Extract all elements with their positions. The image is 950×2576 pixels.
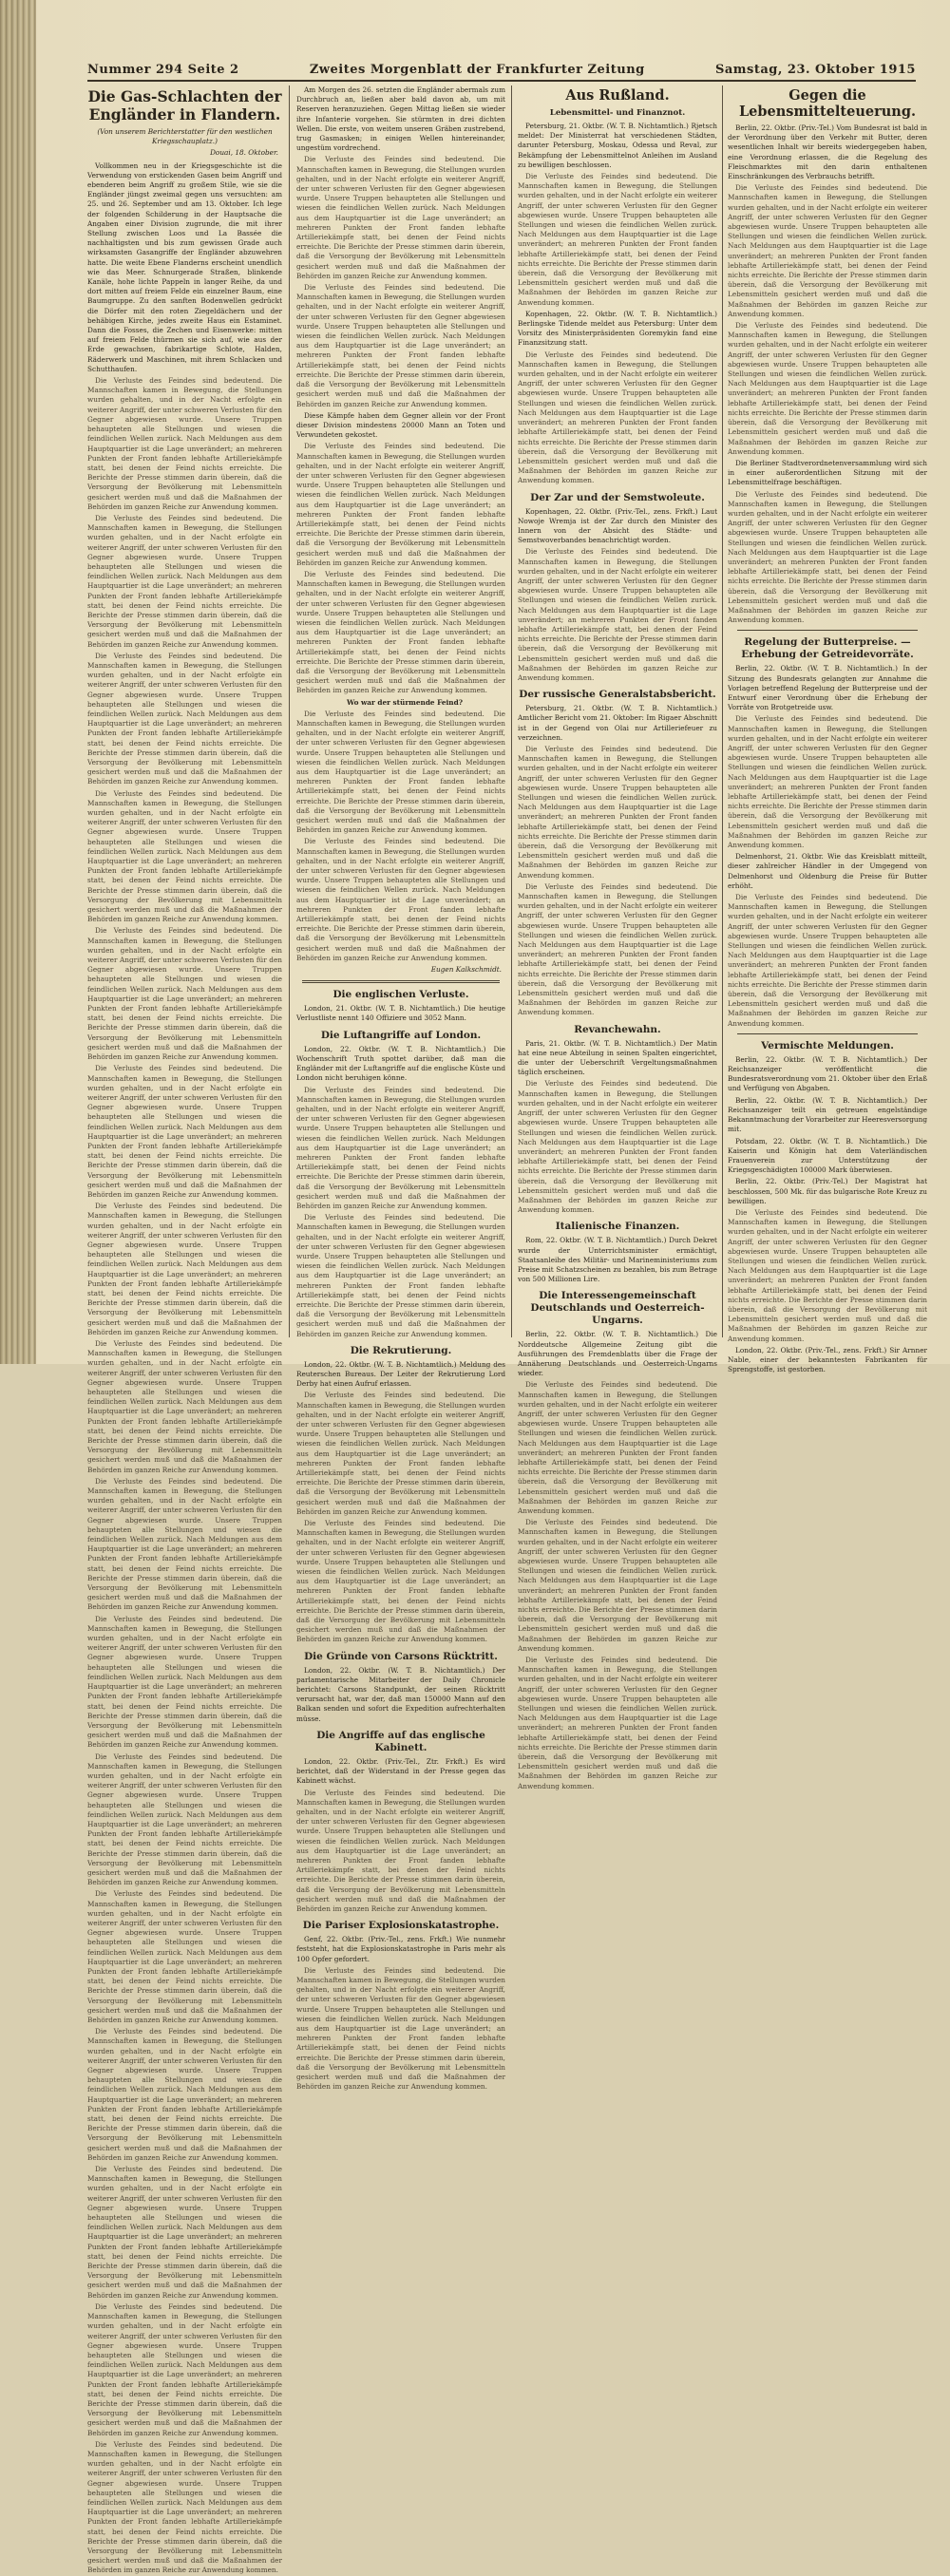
book-binding — [0, 0, 36, 1364]
page-header — [87, 57, 916, 82]
article-continuation: Die Verluste des Feindes sind bedeutend. Die Mannschaften kamen in Bewegung, die Stellungen wurden gehalten, und in der Nacht erfolgte ein weiterer Angriff, der unter schweren Verlusten für den Gegner abgewiesen wurde. Unsere Truppen behaupteten alle Stellungen und wiesen die feindlichen Wellen zurück. Nach Meldungen aus dem Hauptquartier ist die Lage unverändert; an mehreren Punkten der Front fanden lebhafte Artilleriekämpfe statt, bei denen der Feind nichts erreichte. Die Berichte der Presse stimmen darin überein, daß die Versorgung der Bevölkerung mit Lebensmitteln gesichert werden muß und daß die Maßnahmen der Behörden im ganzen Reiche zur Anwendung kommen. — [87, 1202, 282, 1336]
article-continuation: Die Verluste des Feindes sind bedeutend. Die Mannschaften kamen in Bewegung, die Stellungen wurden gehalten, und in der Nacht erfolgte ein weiterer Angriff, der unter schweren Verlusten für den Gegner abgewiesen wurde. Unsere Truppen behaupteten alle Stellungen und wiesen die feindlichen Wellen zurück. Nach Meldungen aus dem Hauptquartier ist die Lage unverändert; an mehreren Punkten der Front fanden lebhafte Artilleriekämpfe statt, bei denen der Feind nichts erreichte. Die Berichte der Presse stimmen darin überein, daß die Versorgung der Bevölkerung mit Lebensmitteln gesichert werden muß und daß die Maßnahmen der Behörden im ganzen Reiche zur Anwendung kommen. — [728, 893, 927, 1028]
section-body: Potsdam, 22. Oktbr. (W. T. B. Nichtamtlich.) Die Kaiserin und Königin hat dem Vaterländischen Frauenverein zur Unterstützung der Kriegsgeschädigten 100000 Mark überwiesen. — [728, 1136, 927, 1175]
section-body: Kopenhagen, 22. Oktbr. (Priv.-Tel., zens. Frkft.) Laut Nowoje Wremja ist der Zar durch den Minister des Innern von der Absicht des Städte- und Semstwoverbandes benachrichtigt worden. — [518, 506, 717, 545]
section-divider — [302, 980, 500, 983]
article-continuation: Die Verluste des Feindes sind bedeutend. Die Mannschaften kamen in Bewegung, die Stellungen wurden gehalten, und in der Nacht erfolgte ein weiterer Angriff, der unter schweren Verlusten für den Gegner abgewiesen wurde. Unsere Truppen behaupteten alle Stellungen und wiesen die feindlichen Wellen zurück. Nach Meldungen aus dem Hauptquartier ist die Lage unverändert; an mehreren Punkten der Front fanden lebhafte Artilleriekämpfe statt, bei denen der Feind nichts erreichte. Die Berichte der Presse stimmen darin überein, daß die Versorgung der Bevölkerung mit Lebensmitteln gesichert werden muß und daß die Maßnahmen der Behörden im ganzen Reiche zur Anwendung kommen. — [518, 350, 717, 485]
article-continuation: Die Verluste des Feindes sind bedeutend. Die Mannschaften kamen in Bewegung, die Stellungen wurden gehalten, und in der Nacht erfolgte ein weiterer Angriff, der unter schweren Verlusten für den Gegner abgewiesen wurde. Unsere Truppen behaupteten alle Stellungen und wiesen die feindlichen Wellen zurück. Nach Meldungen aus dem Hauptquartier ist die Lage unverändert; an mehreren Punkten der Front fanden lebhafte Artilleriekämpfe statt, bei denen der Feind nichts erreichte. Die Berichte der Presse stimmen darin überein, daß die Versorgung der Bevölkerung mit Lebensmitteln gesichert werden muß und daß die Maßnahmen der Behörden im ganzen Reiche zur Anwendung kommen. — [518, 881, 717, 1017]
column-4 — [728, 85, 927, 1374]
section-body: Kopenhagen, 22. Oktbr. (W. T. B. Nichtamtlich.) Berlingske Tidende meldet aus Petersburg: Unter dem Vorsitz des Ministerpräsidenten Goremykin fand eine Finanzsitzung statt. — [518, 309, 717, 348]
section-body: London, 22. Oktbr. (Priv.-Tel., Ztr. Frkft.) Es wird berichtet, daß der Widerstand in der Presse gegen das Kabinett wächst. — [296, 1756, 505, 1786]
article-dateline: Douai, 18. Oktober. — [210, 148, 278, 158]
article-continuation: Die Verluste des Feindes sind bedeutend. Die Mannschaften kamen in Bewegung, die Stellungen wurden gehalten, und in der Nacht erfolgte ein weiterer Angriff, der unter schweren Verlusten für den Gegner abgewiesen wurde. Unsere Truppen behaupteten alle Stellungen und wiesen die feindlichen Wellen zurück. Nach Meldungen aus dem Hauptquartier ist die Lage unverändert; an mehreren Punkten der Front fanden lebhafte Artilleriekämpfe statt, bei denen der Feind nichts erreichte. Die Berichte der Presse stimmen darin überein, daß die Versorgung der Bevölkerung mit Lebensmitteln gesichert werden muß und daß die Maßnahmen der Behörden im ganzen Reiche zur Anwendung kommen. — [87, 1752, 282, 1887]
article-continuation: Die Verluste des Feindes sind bedeutend. Die Mannschaften kamen in Bewegung, die Stellungen wurden gehalten, und in der Nacht erfolgte ein weiterer Angriff, der unter schweren Verlusten für den Gegner abgewiesen wurde. Unsere Truppen behaupteten alle Stellungen und wiesen die feindlichen Wellen zurück. Nach Meldungen aus dem Hauptquartier ist die Lage unverändert; an mehreren Punkten der Front fanden lebhafte Artilleriekämpfe statt, bei denen der Feind nichts erreichte. Die Berichte der Presse stimmen darin überein, daß die Versorgung der Bevölkerung mit Lebensmitteln gesichert werden muß und daß die Maßnahmen der Behörden im ganzen Reiche zur Anwendung kommen. — [87, 2165, 282, 2300]
section-title: Die Gründe von Carsons Rücktritt. — [304, 1650, 498, 1662]
article-continuation: Die Verluste des Feindes sind bedeutend. Die Mannschaften kamen in Bewegung, die Stellungen wurden gehalten, und in der Nacht erfolgte ein weiterer Angriff, der unter schweren Verlusten für den Gegner abgewiesen wurde. Unsere Truppen behaupteten alle Stellungen und wiesen die feindlichen Wellen zurück. Nach Meldungen aus dem Hauptquartier ist die Lage unverändert; an mehreren Punkten der Front fanden lebhafte Artilleriekämpfe statt, bei denen der Feind nichts erreichte. Die Berichte der Presse stimmen darin überein, daß die Versorgung der Bevölkerung mit Lebensmitteln gesichert werden muß und daß die Maßnahmen der Behörden im ganzen Reiche zur Anwendung kommen. — [87, 2439, 282, 2575]
article-continuation: Die Verluste des Feindes sind bedeutend. Die Mannschaften kamen in Bewegung, die Stellungen wurden gehalten, und in der Nacht erfolgte ein weiterer Angriff, der unter schweren Verlusten für den Gegner abgewiesen wurde. Unsere Truppen behaupteten alle Stellungen und wiesen die feindlichen Wellen zurück. Nach Meldungen aus dem Hauptquartier ist die Lage unverändert; an mehreren Punkten der Front fanden lebhafte Artilleriekämpfe statt, bei denen der Feind nichts erreichte. Die Berichte der Presse stimmen darin überein, daß die Versorgung der Bevölkerung mit Lebensmitteln gesichert werden muß und daß die Maßnahmen der Behörden im ganzen Reiche zur Anwendung kommen. — [518, 1518, 717, 1653]
section-body: London, 22. Oktbr. (Priv.-Tel., zens. Frkft.) Sir Arnner Nable, einer der bekanntesten Fabrikanten für Sprengstoffe, ist gestorben. — [728, 1345, 927, 1374]
section-divider — [737, 1033, 918, 1034]
column-rule — [722, 85, 723, 1337]
article-body: Vollkommen neu in der Kriegsgeschichte ist die Verwendung von erstickenden Gasen beim Angriff und ebenderen beim Angriff zu großem Stile, wie sie die Engländer jüngst zweimal gegen uns versuchten: am 25. und 26. September und am 13. Oktober. Ich lege der folgenden Schilderung in der Hauptsache die Angaben einer Division zugrunde, die mit ihrer Stellung zwischen Loos und La Bassée die nachhaltigsten und bis zum gewissen Grade auch wirksamsten Gasangriffe der Engländer abzuwehren hatte. Die weite Ebene Flanderns erscheint unendlich wie das Meer. Schnurgerade Straßen, blinkende Kanäle, hohe lichte Pappeln in langer Reihe, da und dort mitten auf freiem Felde ein einzelner Baum, eine Baumgruppe. Zu den sanften Bodenwellen gedrückt die Dörfer mit den roten Ziegeldächern und der behäbigen Kirche, jedes zweite Haus ein Estaminet. Dann die Fosses, die Zechen und Eisenwerke: mitten auf freiem Felde thürmen sie sich auf, wie aus der Erde gewachsen, fabrikartige Schlote, Halden, Räderwerk und Maschinen, mit ihrem Schlacken und Schutthaufen. — [87, 161, 282, 373]
section-title: Der Zar und der Semstwoleute. — [530, 491, 705, 503]
section-body: London, 22. Oktbr. (W. T. B. Nichtamtlich.) Meldung des Reuterschen Bureaus. Der Leiter der Rekrutierung Lord Derby hat einen Aufruf erlassen. — [296, 1359, 505, 1389]
section-body: Berlin, 22. Oktbr. (W. T. B. Nichtamtlich.) Die Norddeutsche Allgemeine Zeitung gibt die Ausführungen des Fremdenblatts über die Frage der Annäherung Deutschlands und Oesterreich-Ungarns wieder. — [518, 1330, 717, 1378]
article-continuation: Die Verluste des Feindes sind bedeutend. Die Mannschaften kamen in Bewegung, die Stellungen wurden gehalten, und in der Nacht erfolgte ein weiterer Angriff, der unter schweren Verlusten für den Gegner abgewiesen wurde. Unsere Truppen behaupteten alle Stellungen und wiesen die feindlichen Wellen zurück. Nach Meldungen aus dem Hauptquartier ist die Lage unverändert; an mehreren Punkten der Front fanden lebhafte Artilleriekämpfe statt, bei denen der Feind nichts erreichte. Die Berichte der Presse stimmen darin überein, daß die Versorgung der Bevölkerung mit Lebensmitteln gesichert werden muß und daß die Maßnahmen der Behörden im ganzen Reiche zur Anwendung kommen. — [728, 321, 927, 456]
column-1 — [87, 85, 282, 2575]
section-title: Die Interessengemeinschaft Deutschlands und Oesterreich-Ungarns. — [530, 1290, 705, 1327]
section-title: Die Luftangriffe auf London. — [320, 1029, 482, 1041]
article-continuation: Die Verluste des Feindes sind bedeutend. Die Mannschaften kamen in Bewegung, die Stellungen wurden gehalten, und in der Nacht erfolgte ein weiterer Angriff, der unter schweren Verlusten für den Gegner abgewiesen wurde. Unsere Truppen behaupteten alle Stellungen und wiesen die feindlichen Wellen zurück. Nach Meldungen aus dem Hauptquartier ist die Lage unverändert; an mehreren Punkten der Front fanden lebhafte Artilleriekämpfe statt, bei denen der Feind nichts erreichte. Die Berichte der Presse stimmen darin überein, daß die Versorgung der Bevölkerung mit Lebensmitteln gesichert werden muß und daß die Maßnahmen der Behörden im ganzen Reiche zur Anwendung kommen. — [296, 1391, 505, 1516]
article-continuation: Die Verluste des Feindes sind bedeutend. Die Mannschaften kamen in Bewegung, die Stellungen wurden gehalten, und in der Nacht erfolgte ein weiterer Angriff, der unter schweren Verlusten für den Gegner abgewiesen wurde. Unsere Truppen behaupteten alle Stellungen und wiesen die feindlichen Wellen zurück. Nach Meldungen aus dem Hauptquartier ist die Lage unverändert; an mehreren Punkten der Front fanden lebhafte Artilleriekämpfe statt, bei denen der Feind nichts erreichte. Die Berichte der Presse stimmen darin überein, daß die Versorgung der Bevölkerung mit Lebensmitteln gesichert werden muß und daß die Maßnahmen der Behörden im ganzen Reiche zur Anwendung kommen. — [296, 1788, 505, 1913]
section-body: Berlin, 22. Oktbr. (Priv.-Tel.) Vom Bundesrat ist bald in der Verordnung über den Verkehr mit Butter, deren wesentlichen Inhalt wir bereits wiedergegeben haben, eine Verordnung erlassen, die die Regelung des Fleischmarktes mit den darin enthaltenen Einschränkungen des Verbrauchs betrifft. — [728, 123, 927, 181]
section-body: Petersburg, 21. Oktbr. (W. T. B. Nichtamtlich.) Rjetsch meldet: Der Ministerrat hat verschiedenen Städten, darunter Petersburg, Moskau, Odessa und Reval, zur Bekämpfung der Lebensmittelnot Anleihen im Ausland zu bewilligen beschlossen. — [518, 122, 717, 169]
column-2 — [296, 85, 505, 2092]
section-body: Delmenhorst, 21. Oktbr. Wie das Kreisblatt mitteilt, dieser zahlreicher Händler in der Umgegend von Delmenhorst und Oldenburg die Preise für Butter erhöht. — [728, 852, 927, 890]
section-title: Die Pariser Explosionskatastrophe. — [302, 1920, 500, 1932]
article-continuation: Die Verluste des Feindes sind bedeutend. Die Mannschaften kamen in Bewegung, die Stellungen wurden gehalten, und in der Nacht erfolgte ein weiterer Angriff, der unter schweren Verlusten für den Gegner abgewiesen wurde. Unsere Truppen behaupteten alle Stellungen und wiesen die feindlichen Wellen zurück. Nach Meldungen aus dem Hauptquartier ist die Lage unverändert; an mehreren Punkten der Front fanden lebhafte Artilleriekämpfe statt, bei denen der Feind nichts erreichte. Die Berichte der Presse stimmen darin überein, daß die Versorgung der Bevölkerung mit Lebensmitteln gesichert werden muß und daß die Maßnahmen der Behörden im ganzen Reiche zur Anwendung kommen. — [87, 2301, 282, 2437]
article-headline: Aus Rußland. — [565, 87, 670, 104]
article-continuation: Die Verluste des Feindes sind bedeutend. Die Mannschaften kamen in Bewegung, die Stellungen wurden gehalten, und in der Nacht erfolgte ein weiterer Angriff, der unter schweren Verlusten für den Gegner abgewiesen wurde. Unsere Truppen behaupteten alle Stellungen und wiesen die feindlichen Wellen zurück. Nach Meldungen aus dem Hauptquartier ist die Lage unverändert; an mehreren Punkten der Front fanden lebhafte Artilleriekämpfe statt, bei denen der Feind nichts erreichte. Die Berichte der Presse stimmen darin überein, daß die Versorgung der Bevölkerung mit Lebensmitteln gesichert werden muß und daß die Maßnahmen der Behörden im ganzen Reiche zur Anwendung kommen. — [518, 172, 717, 307]
section-divider — [737, 630, 918, 631]
article-continuation: Die Verluste des Feindes sind bedeutend. Die Mannschaften kamen in Bewegung, die Stellungen wurden gehalten, und in der Nacht erfolgte ein weiterer Angriff, der unter schweren Verlusten für den Gegner abgewiesen wurde. Unsere Truppen behaupteten alle Stellungen und wiesen die feindlichen Wellen zurück. Nach Meldungen aus dem Hauptquartier ist die Lage unverändert; an mehreren Punkten der Front fanden lebhafte Artilleriekämpfe statt, bei denen der Feind nichts erreichte. Die Berichte der Presse stimmen darin überein, daß die Versorgung der Bevölkerung mit Lebensmitteln gesichert werden muß und daß die Maßnahmen der Behörden im ganzen Reiche zur Anwendung kommen. — [518, 547, 717, 682]
article-continuation: Die Verluste des Feindes sind bedeutend. Die Mannschaften kamen in Bewegung, die Stellungen wurden gehalten, und in der Nacht erfolgte ein weiterer Angriff, der unter schweren Verlusten für den Gegner abgewiesen wurde. Unsere Truppen behaupteten alle Stellungen und wiesen die feindlichen Wellen zurück. Nach Meldungen aus dem Hauptquartier ist die Lage unverändert; an mehreren Punkten der Front fanden lebhafte Artilleriekämpfe statt, bei denen der Feind nichts erreichte. Die Berichte der Presse stimmen darin überein, daß die Versorgung der Bevölkerung mit Lebensmitteln gesichert werden muß und daß die Maßnahmen der Behörden im ganzen Reiche zur Anwendung kommen. — [296, 709, 505, 835]
article-continuation: Die Verluste des Feindes sind bedeutend. Die Mannschaften kamen in Bewegung, die Stellungen wurden gehalten, und in der Nacht erfolgte ein weiterer Angriff, der unter schweren Verlusten für den Gegner abgewiesen wurde. Unsere Truppen behaupteten alle Stellungen und wiesen die feindlichen Wellen zurück. Nach Meldungen aus dem Hauptquartier ist die Lage unverändert; an mehreren Punkten der Front fanden lebhafte Artilleriekämpfe statt, bei denen der Feind nichts erreichte. Die Berichte der Presse stimmen darin überein, daß die Versorgung der Bevölkerung mit Lebensmitteln gesichert werden muß und daß die Maßnahmen der Behörden im ganzen Reiche zur Anwendung kommen. — [728, 1207, 927, 1343]
section-body: Die Berliner Stadtverordnetenversammlung wird sich in einer außerordentlichen Sitzung mit der Lebensmittelfrage beschäftigen. — [728, 458, 927, 487]
section-title: Lebensmittel- und Finanznot. — [549, 108, 686, 118]
article-body: Am Morgen des 26. setzten die Engländer abermals zum Durchbruch an, ließen aber bald davon ab, um mit Reserven heranzuziehen. Gegen Mittag ließen sie wieder ihre Infanterie vorgehen. Sie stürmten in drei dichten Wellen. Die erste, von weitem unseren Gräben zustrebend, trug Gasmasken; in einigen Wellen hintereinander, ungestüm vordrechend. — [296, 85, 505, 153]
section-body: Berlin, 22. Oktbr. (W. T. B. Nichtamtlich.) Der Reichsanzeiger veröffentlicht die Bundesratsverordnung vom 21. Oktober über den Erlaß und Verfügung von Abgaben. — [728, 1054, 927, 1093]
article-body: Diese Kämpfe haben dem Gegner allein vor der Front dieser Division mindestens 20000 Mann an Toten und Verwundeten gekostet. — [296, 410, 505, 440]
column-rule — [289, 85, 290, 1337]
article-continuation: Die Verluste des Feindes sind bedeutend. Die Mannschaften kamen in Bewegung, die Stellungen wurden gehalten, und in der Nacht erfolgte ein weiterer Angriff, der unter schweren Verlusten für den Gegner abgewiesen wurde. Unsere Truppen behaupteten alle Stellungen und wiesen die feindlichen Wellen zurück. Nach Meldungen aus dem Hauptquartier ist die Lage unverändert; an mehreren Punkten der Front fanden lebhafte Artilleriekämpfe statt, bei denen der Feind nichts erreichte. Die Berichte der Presse stimmen darin überein, daß die Versorgung der Bevölkerung mit Lebensmitteln gesichert werden muß und daß die Maßnahmen der Behörden im ganzen Reiche zur Anwendung kommen. — [296, 283, 505, 408]
header-paper-title: Zweites Morgenblatt der Frankfurter Zeitung — [309, 63, 645, 77]
section-body: Rom, 22. Oktbr. (W. T. B. Nichtamtlich.) Durch Dekret wurde der Unterrichtsminister ermächtigt, Staatsanleihe des Militär- und Marineministeriums zum Preise mit Schatzscheinen zu bezahlen, bis zum Betrage von 500 Millionen Lire. — [518, 1236, 717, 1284]
article-continuation: Die Verluste des Feindes sind bedeutend. Die Mannschaften kamen in Bewegung, die Stellungen wurden gehalten, und in der Nacht erfolgte ein weiterer Angriff, der unter schweren Verlusten für den Gegner abgewiesen wurde. Unsere Truppen behaupteten alle Stellungen und wiesen die feindlichen Wellen zurück. Nach Meldungen aus dem Hauptquartier ist die Lage unverändert; an mehreren Punkten der Front fanden lebhafte Artilleriekämpfe statt, bei denen der Feind nichts erreichte. Die Berichte der Presse stimmen darin überein, daß die Versorgung der Bevölkerung mit Lebensmitteln gesichert werden muß und daß die Maßnahmen der Behörden im ganzen Reiche zur Anwendung kommen. — [87, 926, 282, 1062]
section-title: Die Rekrutierung. — [350, 1344, 452, 1356]
article-continuation: Die Verluste des Feindes sind bedeutend. Die Mannschaften kamen in Bewegung, die Stellungen wurden gehalten, und in der Nacht erfolgte ein weiterer Angriff, der unter schweren Verlusten für den Gegner abgewiesen wurde. Unsere Truppen behaupteten alle Stellungen und wiesen die feindlichen Wellen zurück. Nach Meldungen aus dem Hauptquartier ist die Lage unverändert; an mehreren Punkten der Front fanden lebhafte Artilleriekämpfe statt, bei denen der Feind nichts erreichte. Die Berichte der Presse stimmen darin überein, daß die Versorgung der Bevölkerung mit Lebensmitteln gesichert werden muß und daß die Maßnahmen der Behörden im ganzen Reiche zur Anwendung kommen. — [518, 744, 717, 880]
article-signature: Eugen Kalkschmidt. — [430, 965, 502, 975]
section-title: Vermischte Meldungen. — [761, 1039, 894, 1051]
section-title: Die Angriffe auf das englische Kabinett. — [316, 1729, 485, 1753]
article-headline: Die Gas-Schlachten der Engländer in Flandern. — [87, 87, 282, 123]
article-continuation: Die Verluste des Feindes sind bedeutend. Die Mannschaften kamen in Bewegung, die Stellungen wurden gehalten, und in der Nacht erfolgte ein weiterer Angriff, der unter schweren Verlusten für den Gegner abgewiesen wurde. Unsere Truppen behaupteten alle Stellungen und wiesen die feindlichen Wellen zurück. Nach Meldungen aus dem Hauptquartier ist die Lage unverändert; an mehreren Punkten der Front fanden lebhafte Artilleriekämpfe statt, bei denen der Feind nichts erreichte. Die Berichte der Presse stimmen darin überein, daß die Versorgung der Bevölkerung mit Lebensmitteln gesichert werden muß und daß die Maßnahmen der Behörden im ganzen Reiche zur Anwendung kommen. — [728, 714, 927, 850]
article-continuation: Die Verluste des Feindes sind bedeutend. Die Mannschaften kamen in Bewegung, die Stellungen wurden gehalten, und in der Nacht erfolgte ein weiterer Angriff, der unter schweren Verlusten für den Gegner abgewiesen wurde. Unsere Truppen behaupteten alle Stellungen und wiesen die feindlichen Wellen zurück. Nach Meldungen aus dem Hauptquartier ist die Lage unverändert; an mehreren Punkten der Front fanden lebhafte Artilleriekämpfe statt, bei denen der Feind nichts erreichte. Die Berichte der Presse stimmen darin überein, daß die Versorgung der Bevölkerung mit Lebensmitteln gesichert werden muß und daß die Maßnahmen der Behörden im ganzen Reiche zur Anwendung kommen. — [296, 837, 505, 962]
section-body: Petersburg, 21. Oktbr. (W. T. B. Nichtamtlich.) Amtlicher Bericht vom 21. Oktober: Im Rigaer Abschnitt ist in der Gegend von Olai nur Artilleriefeuer zu verzeichnen. — [518, 704, 717, 742]
section-body: Berlin, 22. Oktbr. (W. T. B. Nichtamtlich.) In der Sitzung des Bundesrats gelangten zur Annahme die Vorlagen betreffend Regelung der Butterpreise und der Entwurf einer Verordnung über die Erhebung der Vorräte von Brotgetreide usw. — [728, 664, 927, 712]
article-continuation: Die Verluste des Feindes sind bedeutend. Die Mannschaften kamen in Bewegung, die Stellungen wurden gehalten, und in der Nacht erfolgte ein weiterer Angriff, der unter schweren Verlusten für den Gegner abgewiesen wurde. Unsere Truppen behaupteten alle Stellungen und wiesen die feindlichen Wellen zurück. Nach Meldungen aus dem Hauptquartier ist die Lage unverändert; an mehreren Punkten der Front fanden lebhafte Artilleriekämpfe statt, bei denen der Feind nichts erreichte. Die Berichte der Presse stimmen darin überein, daß die Versorgung der Bevölkerung mit Lebensmitteln gesichert werden muß und daß die Maßnahmen der Behörden im ganzen Reiche zur Anwendung kommen. — [296, 1213, 505, 1338]
section-body: London, 22. Oktbr. (W. T. B. Nichtamtlich.) Der parlamentarische Mitarbeiter der Daily Chronicle berichtet: Carsons Standpunkt, der seinen Rücktritt verursacht hat, war der, daß man 150000 Mann auf den Balkan senden und sofort die Expedition aufrechterhalten müsse. — [296, 1665, 505, 1723]
section-body: Berlin, 22. Oktbr. (Priv.-Tel.) Der Magistrat hat beschlossen, 500 Mk. für das bulgarische Rote Kreuz zu bewilligen. — [728, 1177, 927, 1205]
article-continuation: Die Verluste des Feindes sind bedeutend. Die Mannschaften kamen in Bewegung, die Stellungen wurden gehalten, und in der Nacht erfolgte ein weiterer Angriff, der unter schweren Verlusten für den Gegner abgewiesen wurde. Unsere Truppen behaupteten alle Stellungen und wiesen die feindlichen Wellen zurück. Nach Meldungen aus dem Hauptquartier ist die Lage unverändert; an mehreren Punkten der Front fanden lebhafte Artilleriekämpfe statt, bei denen der Feind nichts erreichte. Die Berichte der Presse stimmen darin überein, daß die Versorgung der Bevölkerung mit Lebensmitteln gesichert werden muß und daß die Maßnahmen der Behörden im ganzen Reiche zur Anwendung kommen. — [728, 183, 927, 318]
section-body: Genf, 22. Oktbr. (Priv.-Tel., zens. Frkft.) Wie nunmehr feststeht, hat die Explosionskatastrophe in Paris mehr als 100 Opfer gefordert. — [296, 1935, 505, 1963]
article-continuation: Die Verluste des Feindes sind bedeutend. Die Mannschaften kamen in Bewegung, die Stellungen wurden gehalten, und in der Nacht erfolgte ein weiterer Angriff, der unter schweren Verlusten für den Gegner abgewiesen wurde. Unsere Truppen behaupteten alle Stellungen und wiesen die feindlichen Wellen zurück. Nach Meldungen aus dem Hauptquartier ist die Lage unverändert; an mehreren Punkten der Front fanden lebhafte Artilleriekämpfe statt, bei denen der Feind nichts erreichte. Die Berichte der Presse stimmen darin überein, daß die Versorgung der Bevölkerung mit Lebensmitteln gesichert werden muß und daß die Maßnahmen der Behörden im ganzen Reiche zur Anwendung kommen. — [87, 513, 282, 649]
article-continuation: Die Verluste des Feindes sind bedeutend. Die Mannschaften kamen in Bewegung, die Stellungen wurden gehalten, und in der Nacht erfolgte ein weiterer Angriff, der unter schweren Verlusten für den Gegner abgewiesen wurde. Unsere Truppen behaupteten alle Stellungen und wiesen die feindlichen Wellen zurück. Nach Meldungen aus dem Hauptquartier ist die Lage unverändert; an mehreren Punkten der Front fanden lebhafte Artilleriekämpfe statt, bei denen der Feind nichts erreichte. Die Berichte der Presse stimmen darin überein, daß die Versorgung der Bevölkerung mit Lebensmitteln gesichert werden muß und daß die Maßnahmen der Behörden im ganzen Reiche zur Anwendung kommen. — [296, 155, 505, 280]
article-continuation: Die Verluste des Feindes sind bedeutend. Die Mannschaften kamen in Bewegung, die Stellungen wurden gehalten, und in der Nacht erfolgte ein weiterer Angriff, der unter schweren Verlusten für den Gegner abgewiesen wurde. Unsere Truppen behaupteten alle Stellungen und wiesen die feindlichen Wellen zurück. Nach Meldungen aus dem Hauptquartier ist die Lage unverändert; an mehreren Punkten der Front fanden lebhafte Artilleriekämpfe statt, bei denen der Feind nichts erreichte. Die Berichte der Presse stimmen darin überein, daß die Versorgung der Bevölkerung mit Lebensmitteln gesichert werden muß und daß die Maßnahmen der Behörden im ganzen Reiche zur Anwendung kommen. — [296, 1519, 505, 1644]
article-verse: Wo war der stürmende Feind? — [347, 697, 463, 707]
article-continuation: Die Verluste des Feindes sind bedeutend. Die Mannschaften kamen in Bewegung, die Stellungen wurden gehalten, und in der Nacht erfolgte ein weiterer Angriff, der unter schweren Verlusten für den Gegner abgewiesen wurde. Unsere Truppen behaupteten alle Stellungen und wiesen die feindlichen Wellen zurück. Nach Meldungen aus dem Hauptquartier ist die Lage unverändert; an mehreren Punkten der Front fanden lebhafte Artilleriekämpfe statt, bei denen der Feind nichts erreichte. Die Berichte der Presse stimmen darin überein, daß die Versorgung der Bevölkerung mit Lebensmitteln gesichert werden muß und daß die Maßnahmen der Behörden im ganzen Reiche zur Anwendung kommen. — [87, 651, 282, 786]
column-rule — [511, 85, 512, 1337]
article-continuation: Die Verluste des Feindes sind bedeutend. Die Mannschaften kamen in Bewegung, die Stellungen wurden gehalten, und in der Nacht erfolgte ein weiterer Angriff, der unter schweren Verlusten für den Gegner abgewiesen wurde. Unsere Truppen behaupteten alle Stellungen und wiesen die feindlichen Wellen zurück. Nach Meldungen aus dem Hauptquartier ist die Lage unverändert; an mehreren Punkten der Front fanden lebhafte Artilleriekämpfe statt, bei denen der Feind nichts erreichte. Die Berichte der Presse stimmen darin überein, daß die Versorgung der Bevölkerung mit Lebensmitteln gesichert werden muß und daß die Maßnahmen der Behörden im ganzen Reiche zur Anwendung kommen. — [518, 1380, 717, 1515]
article-continuation: Die Verluste des Feindes sind bedeutend. Die Mannschaften kamen in Bewegung, die Stellungen wurden gehalten, und in der Nacht erfolgte ein weiterer Angriff, der unter schweren Verlusten für den Gegner abgewiesen wurde. Unsere Truppen behaupteten alle Stellungen und wiesen die feindlichen Wellen zurück. Nach Meldungen aus dem Hauptquartier ist die Lage unverändert; an mehreren Punkten der Front fanden lebhafte Artilleriekämpfe statt, bei denen der Feind nichts erreichte. Die Berichte der Presse stimmen darin überein, daß die Versorgung der Bevölkerung mit Lebensmitteln gesichert werden muß und daß die Maßnahmen der Behörden im ganzen Reiche zur Anwendung kommen. — [728, 489, 927, 625]
column-3 — [518, 85, 717, 1790]
header-issue: Nummer 294 Seite 2 — [87, 63, 239, 77]
section-title: Italienische Finanzen. — [555, 1221, 680, 1233]
section-body: London, 21. Oktbr. (W. T. B. Nichtamtlich.) Die heutige Verlustliste nennt 140 Offiziere und 3052 Mann. — [296, 1004, 505, 1023]
article-continuation: Die Verluste des Feindes sind bedeutend. Die Mannschaften kamen in Bewegung, die Stellungen wurden gehalten, und in der Nacht erfolgte ein weiterer Angriff, der unter schweren Verlusten für den Gegner abgewiesen wurde. Unsere Truppen behaupteten alle Stellungen und wiesen die feindlichen Wellen zurück. Nach Meldungen aus dem Hauptquartier ist die Lage unverändert; an mehreren Punkten der Front fanden lebhafte Artilleriekämpfe statt, bei denen der Feind nichts erreichte. Die Berichte der Presse stimmen darin überein, daß die Versorgung der Bevölkerung mit Lebensmitteln gesichert werden muß und daß die Maßnahmen der Behörden im ganzen Reiche zur Anwendung kommen. — [87, 1614, 282, 1750]
article-continuation: Die Verluste des Feindes sind bedeutend. Die Mannschaften kamen in Bewegung, die Stellungen wurden gehalten, und in der Nacht erfolgte ein weiterer Angriff, der unter schweren Verlusten für den Gegner abgewiesen wurde. Unsere Truppen behaupteten alle Stellungen und wiesen die feindlichen Wellen zurück. Nach Meldungen aus dem Hauptquartier ist die Lage unverändert; an mehreren Punkten der Front fanden lebhafte Artilleriekämpfe statt, bei denen der Feind nichts erreichte. Die Berichte der Presse stimmen darin überein, daß die Versorgung der Bevölkerung mit Lebensmitteln gesichert werden muß und daß die Maßnahmen der Behörden im ganzen Reiche zur Anwendung kommen. — [518, 1656, 717, 1790]
article-continuation: Die Verluste des Feindes sind bedeutend. Die Mannschaften kamen in Bewegung, die Stellungen wurden gehalten, und in der Nacht erfolgte ein weiterer Angriff, der unter schweren Verlusten für den Gegner abgewiesen wurde. Unsere Truppen behaupteten alle Stellungen und wiesen die feindlichen Wellen zurück. Nach Meldungen aus dem Hauptquartier ist die Lage unverändert; an mehreren Punkten der Front fanden lebhafte Artilleriekämpfe statt, bei denen der Feind nichts erreichte. Die Berichte der Presse stimmen darin überein, daß die Versorgung der Bevölkerung mit Lebensmitteln gesichert werden muß und daß die Maßnahmen der Behörden im ganzen Reiche zur Anwendung kommen. — [87, 1338, 282, 1474]
article-continuation: Die Verluste des Feindes sind bedeutend. Die Mannschaften kamen in Bewegung, die Stellungen wurden gehalten, und in der Nacht erfolgte ein weiterer Angriff, der unter schweren Verlusten für den Gegner abgewiesen wurde. Unsere Truppen behaupteten alle Stellungen und wiesen die feindlichen Wellen zurück. Nach Meldungen aus dem Hauptquartier ist die Lage unverändert; an mehreren Punkten der Front fanden lebhafte Artilleriekämpfe statt, bei denen der Feind nichts erreichte. Die Berichte der Presse stimmen darin überein, daß die Versorgung der Bevölkerung mit Lebensmitteln gesichert werden muß und daß die Maßnahmen der Behörden im ganzen Reiche zur Anwendung kommen. — [296, 1965, 505, 2092]
article-continuation: Die Verluste des Feindes sind bedeutend. Die Mannschaften kamen in Bewegung, die Stellungen wurden gehalten, und in der Nacht erfolgte ein weiterer Angriff, der unter schweren Verlusten für den Gegner abgewiesen wurde. Unsere Truppen behaupteten alle Stellungen und wiesen die feindlichen Wellen zurück. Nach Meldungen aus dem Hauptquartier ist die Lage unverändert; an mehreren Punkten der Front fanden lebhafte Artilleriekämpfe statt, bei denen der Feind nichts erreichte. Die Berichte der Presse stimmen darin überein, daß die Versorgung der Bevölkerung mit Lebensmitteln gesichert werden muß und daß die Maßnahmen der Behörden im ganzen Reiche zur Anwendung kommen. — [296, 442, 505, 567]
article-continuation: Die Verluste des Feindes sind bedeutend. Die Mannschaften kamen in Bewegung, die Stellungen wurden gehalten, und in der Nacht erfolgte ein weiterer Angriff, der unter schweren Verlusten für den Gegner abgewiesen wurde. Unsere Truppen behaupteten alle Stellungen und wiesen die feindlichen Wellen zurück. Nach Meldungen aus dem Hauptquartier ist die Lage unverändert; an mehreren Punkten der Front fanden lebhafte Artilleriekämpfe statt, bei denen der Feind nichts erreichte. Die Berichte der Presse stimmen darin überein, daß die Versorgung der Bevölkerung mit Lebensmitteln gesichert werden muß und daß die Maßnahmen der Behörden im ganzen Reiche zur Anwendung kommen. — [87, 788, 282, 924]
section-title: Regelung der Butterpreise. — Erhebung der Getreidevorräte. — [741, 636, 914, 661]
article-headline: Gegen die Lebensmittelteuerung. — [738, 87, 917, 120]
section-title: Revanchewahn. — [574, 1023, 661, 1035]
article-continuation: Die Verluste des Feindes sind bedeutend. Die Mannschaften kamen in Bewegung, die Stellungen wurden gehalten, und in der Nacht erfolgte ein weiterer Angriff, der unter schweren Verlusten für den Gegner abgewiesen wurde. Unsere Truppen behaupteten alle Stellungen und wiesen die feindlichen Wellen zurück. Nach Meldungen aus dem Hauptquartier ist die Lage unverändert; an mehreren Punkten der Front fanden lebhafte Artilleriekämpfe statt, bei denen der Feind nichts erreichte. Die Berichte der Presse stimmen darin überein, daß die Versorgung der Bevölkerung mit Lebensmitteln gesichert werden muß und daß die Maßnahmen der Behörden im ganzen Reiche zur Anwendung kommen. — [87, 1064, 282, 1199]
article-continuation: Die Verluste des Feindes sind bedeutend. Die Mannschaften kamen in Bewegung, die Stellungen wurden gehalten, und in der Nacht erfolgte ein weiterer Angriff, der unter schweren Verlusten für den Gegner abgewiesen wurde. Unsere Truppen behaupteten alle Stellungen und wiesen die feindlichen Wellen zurück. Nach Meldungen aus dem Hauptquartier ist die Lage unverändert; an mehreren Punkten der Front fanden lebhafte Artilleriekämpfe statt, bei denen der Feind nichts erreichte. Die Berichte der Presse stimmen darin überein, daß die Versorgung der Bevölkerung mit Lebensmitteln gesichert werden muß und daß die Maßnahmen der Behörden im ganzen Reiche zur Anwendung kommen. — [518, 1079, 717, 1215]
article-continuation: Die Verluste des Feindes sind bedeutend. Die Mannschaften kamen in Bewegung, die Stellungen wurden gehalten, und in der Nacht erfolgte ein weiterer Angriff, der unter schweren Verlusten für den Gegner abgewiesen wurde. Unsere Truppen behaupteten alle Stellungen und wiesen die feindlichen Wellen zurück. Nach Meldungen aus dem Hauptquartier ist die Lage unverändert; an mehreren Punkten der Front fanden lebhafte Artilleriekämpfe statt, bei denen der Feind nichts erreichte. Die Berichte der Presse stimmen darin überein, daß die Versorgung der Bevölkerung mit Lebensmitteln gesichert werden muß und daß die Maßnahmen der Behörden im ganzen Reiche zur Anwendung kommen. — [296, 1085, 505, 1210]
section-body: London, 22. Oktbr. (W. T. B. Nichtamtlich.) Die Wochenschrift Truth spottet darüber, daß man die Engländer mit der Luftangriffe auf die englische Küste und London nicht beruhigen könne. — [296, 1044, 505, 1083]
article-continuation: Die Verluste des Feindes sind bedeutend. Die Mannschaften kamen in Bewegung, die Stellungen wurden gehalten, und in der Nacht erfolgte ein weiterer Angriff, der unter schweren Verlusten für den Gegner abgewiesen wurde. Unsere Truppen behaupteten alle Stellungen und wiesen die feindlichen Wellen zurück. Nach Meldungen aus dem Hauptquartier ist die Lage unverändert; an mehreren Punkten der Front fanden lebhafte Artilleriekämpfe statt, bei denen der Feind nichts erreichte. Die Berichte der Presse stimmen darin überein, daß die Versorgung der Bevölkerung mit Lebensmitteln gesichert werden muß und daß die Maßnahmen der Behörden im ganzen Reiche zur Anwendung kommen. — [87, 1889, 282, 2024]
section-body: Berlin, 22. Oktbr. (W. T. B. Nichtamtlich.) Der Reichsanzeiger teilt ein getreuen engelständige Bekanntmachung der Vorarbeiter zur Heeresversorgung mit. — [728, 1095, 927, 1134]
article-continuation: Die Verluste des Feindes sind bedeutend. Die Mannschaften kamen in Bewegung, die Stellungen wurden gehalten, und in der Nacht erfolgte ein weiterer Angriff, der unter schweren Verlusten für den Gegner abgewiesen wurde. Unsere Truppen behaupteten alle Stellungen und wiesen die feindlichen Wellen zurück. Nach Meldungen aus dem Hauptquartier ist die Lage unverändert; an mehreren Punkten der Front fanden lebhafte Artilleriekämpfe statt, bei denen der Feind nichts erreichte. Die Berichte der Presse stimmen darin überein, daß die Versorgung der Bevölkerung mit Lebensmitteln gesichert werden muß und daß die Maßnahmen der Behörden im ganzen Reiche zur Anwendung kommen. — [87, 2027, 282, 2162]
article-continuation: Die Verluste des Feindes sind bedeutend. Die Mannschaften kamen in Bewegung, die Stellungen wurden gehalten, und in der Nacht erfolgte ein weiterer Angriff, der unter schweren Verlusten für den Gegner abgewiesen wurde. Unsere Truppen behaupteten alle Stellungen und wiesen die feindlichen Wellen zurück. Nach Meldungen aus dem Hauptquartier ist die Lage unverändert; an mehreren Punkten der Front fanden lebhafte Artilleriekämpfe statt, bei denen der Feind nichts erreichte. Die Berichte der Presse stimmen darin überein, daß die Versorgung der Bevölkerung mit Lebensmitteln gesichert werden muß und daß die Maßnahmen der Behörden im ganzen Reiche zur Anwendung kommen. — [296, 569, 505, 695]
header-date: Samstag, 23. Oktober 1915 — [714, 63, 916, 77]
article-continuation: Die Verluste des Feindes sind bedeutend. Die Mannschaften kamen in Bewegung, die Stellungen wurden gehalten, und in der Nacht erfolgte ein weiterer Angriff, der unter schweren Verlusten für den Gegner abgewiesen wurde. Unsere Truppen behaupteten alle Stellungen und wiesen die feindlichen Wellen zurück. Nach Meldungen aus dem Hauptquartier ist die Lage unverändert; an mehreren Punkten der Front fanden lebhafte Artilleriekämpfe statt, bei denen der Feind nichts erreichte. Die Berichte der Presse stimmen darin überein, daß die Versorgung der Bevölkerung mit Lebensmitteln gesichert werden muß und daß die Maßnahmen der Behörden im ganzen Reiche zur Anwendung kommen. — [87, 1476, 282, 1612]
section-body: Paris, 21. Oktbr. (W. T. B. Nichtamtlich.) Der Matin hat eine neue Abteilung in seinen Spalten eingerichtet, die unter der Ueberschrift Vergeltungsmaßnahmen täglich erscheinen. — [518, 1038, 717, 1077]
article-continuation: Die Verluste des Feindes sind bedeutend. Die Mannschaften kamen in Bewegung, die Stellungen wurden gehalten, und in der Nacht erfolgte ein weiterer Angriff, der unter schweren Verlusten für den Gegner abgewiesen wurde. Unsere Truppen behaupteten alle Stellungen und wiesen die feindlichen Wellen zurück. Nach Meldungen aus dem Hauptquartier ist die Lage unverändert; an mehreren Punkten der Front fanden lebhafte Artilleriekämpfe statt, bei denen der Feind nichts erreichte. Die Berichte der Presse stimmen darin überein, daß die Versorgung der Bevölkerung mit Lebensmitteln gesichert werden muß und daß die Maßnahmen der Behörden im ganzen Reiche zur Anwendung kommen. — [87, 376, 282, 511]
section-title: Die englischen Verluste. — [332, 989, 469, 1001]
section-title: Der russische Generalstabsbericht. — [519, 689, 716, 701]
article-byline: (Von unserem Berichterstatter für den westlichen Kriegsschauplatz.) — [97, 127, 273, 146]
